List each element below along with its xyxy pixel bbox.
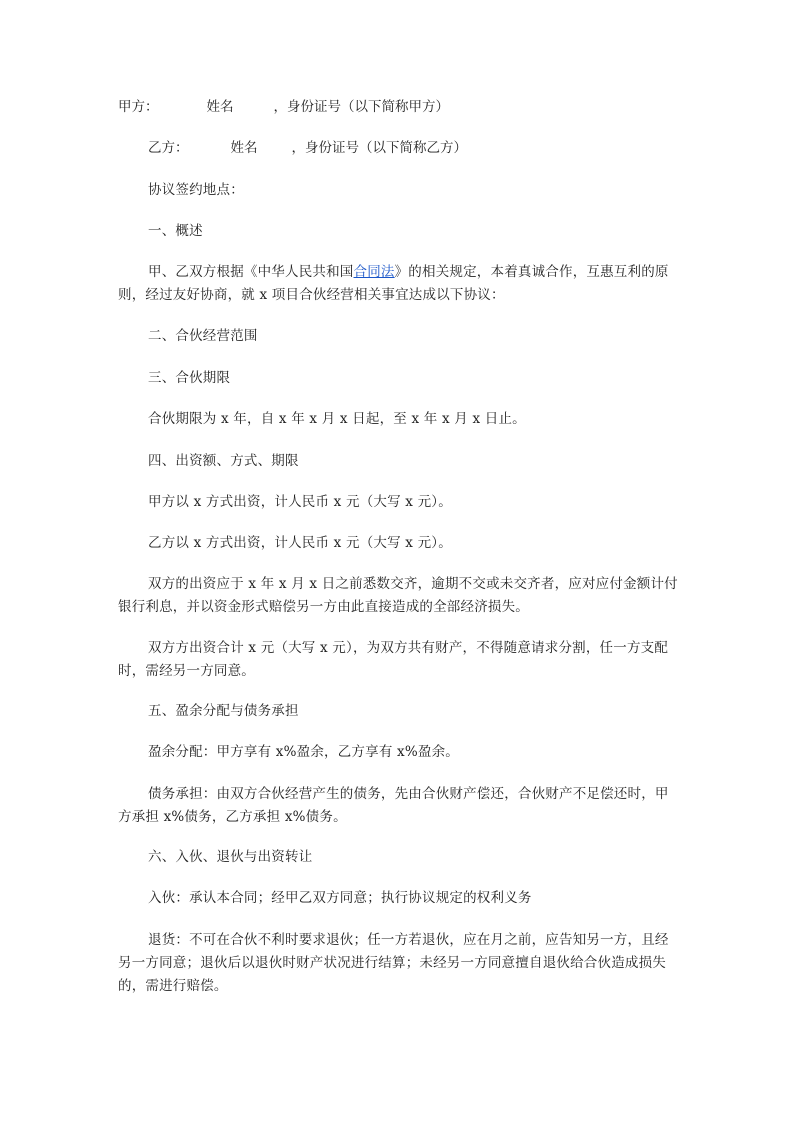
section-3-heading: 三、合伙期限 bbox=[148, 370, 231, 386]
party-a-name: 姓名 bbox=[206, 99, 234, 115]
join-paragraph: 入伙：承认本合同；经甲乙双方同意；执行协议规定的权利义务 bbox=[148, 890, 532, 906]
total-capital-paragraph: 双方方出资合计 x 元（大写 x 元），为双方共有财产，不得随意请求分割，任一方支配时，需经另一方同意。 bbox=[118, 640, 669, 679]
debt-paragraph: 债务承担：由双方合伙经营产生的债务，先由合伙财产偿还，合伙财产不足偿还时，甲方承担 x%债务，乙方承担 x%债务。 bbox=[118, 786, 669, 825]
party-a-label: 甲方： bbox=[118, 99, 159, 115]
section-1-text-end: 》的相关规定，本着真诚合作，互惠互利的原则，经过友好协商，就 x 项目合伙经营相关事宜达成以下协议： bbox=[118, 264, 669, 303]
party-b-id-text: ，身份证号（以下简称乙方） bbox=[291, 140, 467, 156]
capital-deadline-paragraph: 双方的出资应于 x 年 x 月 x 日之前悉数交齐，逾期不交或未交齐者，应对应付金额计付银行利息，并以资金形式赔偿另一方由此直接造成的全部经济损失。 bbox=[118, 576, 678, 615]
section-4-heading: 四、出资额、方式、期限 bbox=[148, 453, 299, 469]
withdraw-paragraph: 退货：不可在合伙不利时要求退伙；任一方若退伙，应在月之前，应告知另一方，且经另一方同意；退伙后以退伙时财产状况进行结算；未经另一方同意擅自退伙给合伙造成损失的，需进行赔偿。 bbox=[118, 932, 669, 994]
party-b-name: 姓名 bbox=[230, 140, 258, 156]
section-1-text-start: 甲、乙双方根据《中华人民共和国 bbox=[148, 264, 354, 280]
section-6-heading: 六、入伙、退伙与出资转让 bbox=[148, 849, 313, 865]
section-1-paragraph bbox=[118, 261, 678, 307]
section-2-heading: 二、合伙经营范围 bbox=[148, 328, 258, 344]
party-b-label: 乙方： bbox=[148, 140, 189, 156]
party-a-capital-paragraph: 甲方以 x 方式出资，计人民币 x 元（大写 x 元）。 bbox=[148, 494, 452, 510]
profit-paragraph: 盈余分配：甲方享有 x%盈余，乙方享有 x%盈余。 bbox=[148, 744, 459, 760]
party-b-capital-paragraph: 乙方以 x 方式出资，计人民币 x 元（大写 x 元）。 bbox=[148, 535, 452, 551]
contract-law-link[interactable]: 合同法 bbox=[353, 264, 395, 280]
section-5-heading: 五、盈余分配与债务承担 bbox=[148, 703, 299, 719]
party-b-line bbox=[148, 137, 467, 160]
party-a-line bbox=[118, 96, 449, 119]
signing-place: 协议签约地点： bbox=[148, 182, 244, 198]
section-1-heading: 一、概述 bbox=[148, 223, 203, 239]
party-a-id-text: ，身份证号（以下简称甲方） bbox=[273, 99, 449, 115]
term-paragraph: 合伙期限为 x 年，自 x 年 x 月 x 日起，至 x 年 x 月 x 日止。 bbox=[148, 411, 526, 427]
